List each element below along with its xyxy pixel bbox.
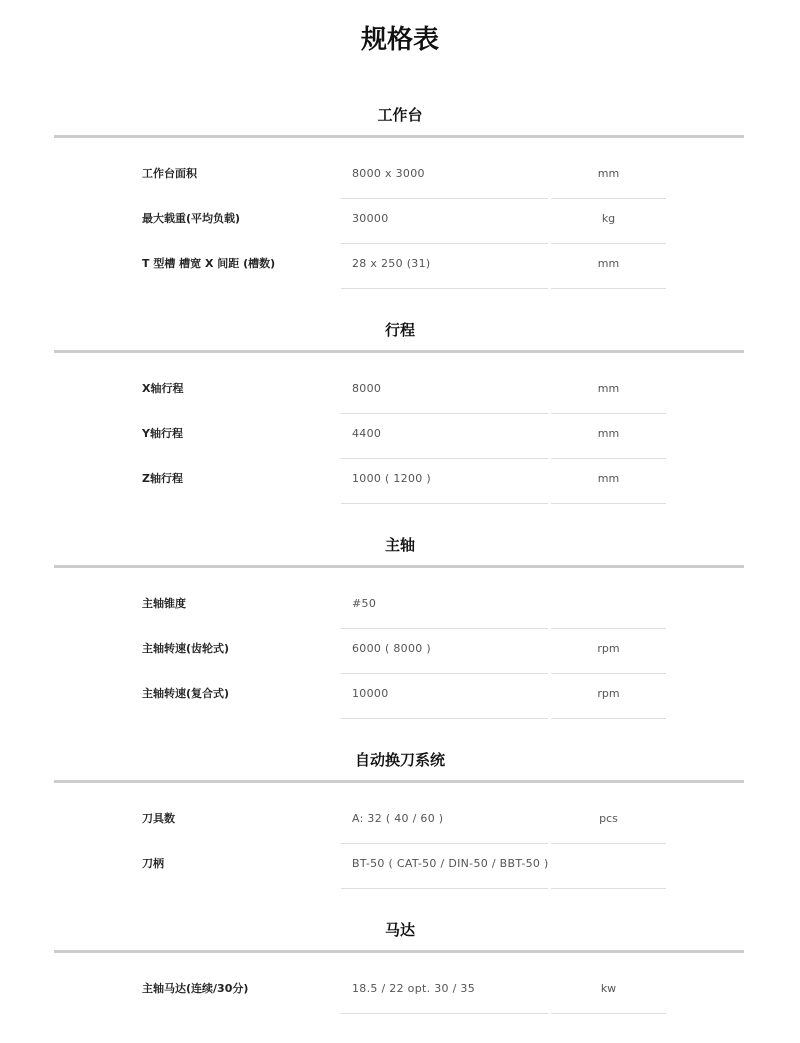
spec-label: X轴行程 xyxy=(142,382,184,395)
spec-value-cell xyxy=(341,199,548,244)
spec-value: 6000 ( 8000 ) xyxy=(352,642,431,655)
spec-row xyxy=(0,584,800,629)
spec-unit: pcs xyxy=(599,812,618,825)
spec-label: 主轴转速(复合式) xyxy=(142,687,230,700)
section-title: 行程 xyxy=(384,321,415,339)
spec-unit-cell xyxy=(551,244,666,289)
spec-unit-cell xyxy=(551,369,666,414)
spec-unit: mm xyxy=(597,257,620,270)
section-title: 主轴 xyxy=(384,536,415,554)
section-motor xyxy=(0,910,800,1014)
spec-value-cell xyxy=(341,459,548,504)
page-title: 规格表 xyxy=(360,25,439,55)
spec-unit: mm xyxy=(597,427,620,440)
spec-row xyxy=(0,844,800,889)
spec-unit: mm xyxy=(597,167,620,180)
spec-unit: mm xyxy=(597,472,620,485)
spec-unit: rpm xyxy=(597,687,620,700)
section-travel xyxy=(0,310,800,504)
spec-value: 8000 x 3000 xyxy=(352,167,425,180)
spec-value: 18.5 / 22 opt. 30 / 35 xyxy=(352,982,475,995)
spec-unit-cell xyxy=(551,969,666,1014)
spec-value: A: 32 ( 40 / 60 ) xyxy=(352,812,444,825)
spec-label: 工作台面积 xyxy=(142,167,197,180)
spec-value-cell xyxy=(341,154,548,199)
spec-label: T 型槽 槽宽 X 间距 (槽数) xyxy=(142,257,276,270)
spec-label: Z轴行程 xyxy=(142,472,183,485)
spec-value: 8000 xyxy=(352,382,382,395)
section-worktable xyxy=(0,95,800,289)
spec-unit: kg xyxy=(601,212,616,225)
section-title: 马达 xyxy=(384,921,415,939)
spec-value: 1000 ( 1200 ) xyxy=(352,472,431,485)
spec-label: 主轴马达(连续/30分) xyxy=(142,982,249,995)
spec-row xyxy=(0,459,800,504)
spec-label: 最大载重(平均负载) xyxy=(142,212,241,225)
spec-unit: mm xyxy=(597,382,620,395)
section-atc xyxy=(0,740,800,889)
spec-row xyxy=(0,674,800,719)
spec-value-cell xyxy=(341,629,548,674)
spec-value-cell xyxy=(341,414,548,459)
section-spindle xyxy=(0,525,800,719)
section-title: 自动换刀系统 xyxy=(354,751,445,769)
spec-value-cell xyxy=(341,369,548,414)
spec-row xyxy=(0,629,800,674)
spec-value: 28 x 250 (31) xyxy=(352,257,431,270)
spec-unit-cell xyxy=(551,799,666,844)
spec-value: #50 xyxy=(352,597,377,610)
spec-unit: rpm xyxy=(597,642,620,655)
spec-row xyxy=(0,199,800,244)
spec-unit-cell xyxy=(551,844,666,889)
spec-value: 30000 xyxy=(352,212,389,225)
spec-label: 刀具数 xyxy=(142,812,175,825)
spec-unit xyxy=(551,584,666,596)
section-title: 工作台 xyxy=(377,106,423,124)
spec-row xyxy=(0,154,800,199)
spec-value-cell xyxy=(341,244,548,289)
spec-unit: kw xyxy=(600,982,617,995)
spec-row xyxy=(0,969,800,1014)
spec-label: 刀柄 xyxy=(142,857,164,870)
spec-unit-cell xyxy=(551,629,666,674)
spec-label: Y轴行程 xyxy=(142,427,183,440)
spec-unit-cell xyxy=(551,154,666,199)
spec-value: 4400 xyxy=(352,427,382,440)
spec-value-cell xyxy=(341,799,548,844)
spec-unit-cell xyxy=(551,674,666,719)
spec-unit-cell xyxy=(551,584,666,629)
spec-row xyxy=(0,414,800,459)
spec-row xyxy=(0,369,800,414)
spec-value-cell xyxy=(341,584,548,629)
spec-row xyxy=(0,244,800,289)
spec-value-cell xyxy=(341,674,548,719)
spec-row xyxy=(0,799,800,844)
spec-value-cell xyxy=(341,969,548,1014)
spec-unit-cell xyxy=(551,459,666,504)
spec-label: 主轴转速(齿轮式) xyxy=(142,642,230,655)
spec-value: 10000 xyxy=(352,687,389,700)
spec-label: 主轴锥度 xyxy=(142,597,186,610)
spec-value: BT-50 ( CAT-50 / DIN-50 / BBT-50 ) xyxy=(352,857,549,870)
spec-unit-cell xyxy=(551,414,666,459)
spec-unit xyxy=(551,844,666,856)
spec-unit-cell xyxy=(551,199,666,244)
spec-value-cell xyxy=(341,844,548,889)
